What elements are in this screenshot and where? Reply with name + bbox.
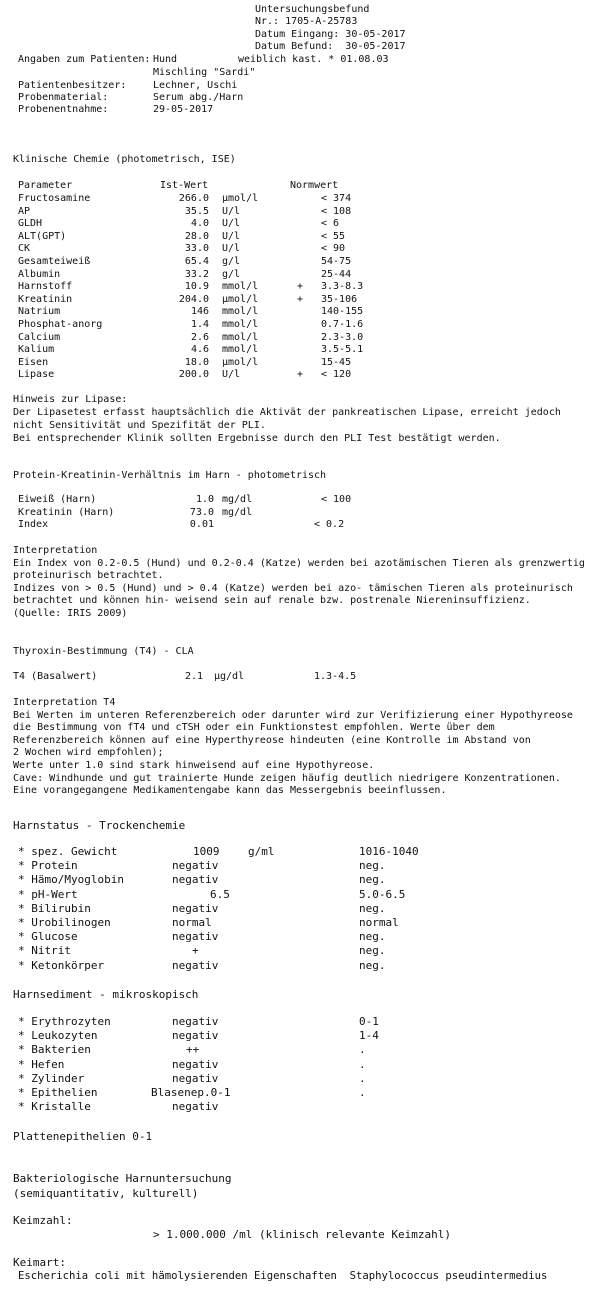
param-unit: mmol/l [222,281,259,293]
param-value: 1.4 [190,319,209,330]
param-name: AP [18,205,31,217]
param-name: * Zylinder [18,1071,85,1085]
pcr-title: Protein-Kreatinin-Verhältnis im Harn - photometrisch [13,470,327,481]
param-unit: mmol/l [222,344,259,356]
bakt-title: Bakteriologische Harnuntersuchung [13,1172,232,1185]
keimart-label: Keimart: [13,1256,66,1269]
param-value: 28.0 [184,230,209,242]
interpretation-line: Werte unter 1.0 sind stark hinweisend auf eine Hypothyreose. [13,760,375,771]
note-line: Bei entsprechender Klinik sollten Ergebnisse durch den PLI Test bestätigt werden. [13,433,501,444]
t4-value: 2.1 [185,671,204,682]
param-unit: U/l [222,243,241,255]
param-unit: mmol/l [222,319,259,330]
param-name: * Bakterien [18,1043,91,1057]
param-norm: < 100 [321,494,352,505]
param-value: 10.9 [184,281,209,293]
param-unit: U/l [222,369,241,381]
param-name: Albumin [18,268,61,280]
param-name: Eiweiß (Harn) [18,494,97,505]
param-value: Blasenep.0-1 [151,1086,231,1099]
interpretation-line: Referenzbereich können auf eine Hyperthyreose hindeuten (eine Kontrolle im Abstand von [13,734,531,746]
param-name: * Nitrit [18,944,71,958]
interpretation-line: die Bestimmung von fT4 und cTSH oder ein Funktionstest empfohlen. Werte über dem [13,722,495,734]
param-norm: neg. [359,944,386,958]
param-flag: + [297,293,304,305]
param-norm: 0.7-1.6 [321,319,364,330]
owner-name: Lechner, Uschi [153,80,238,91]
param-value: 0.01 [189,519,214,530]
param-name: CK [18,243,31,255]
param-name: * Protein [18,859,78,873]
param-value: 33.2 [184,268,209,280]
param-value: 73.0 [189,507,214,518]
param-norm: 0-1 [359,1015,379,1028]
material-value: Serum abg./Harn [153,92,244,103]
param-unit: mg/dl [222,507,253,518]
bakt-subtitle: (semiquantitativ, kulturell) [13,1187,199,1200]
param-name: Kreatinin [18,293,73,305]
sediment-extra: Plattenepithelien 0-1 [13,1130,153,1143]
param-norm: 54-75 [321,256,352,267]
harnstatus-title: Harnstatus - Trockenchemie [13,819,186,832]
param-name: * Erythrozyten [18,1015,111,1028]
param-name: * spez. Gewicht [18,845,118,858]
param-norm: neg. [359,958,386,972]
param-norm: neg. [359,930,386,944]
param-name: * Glucose [18,930,78,944]
param-value: negativ [172,958,219,972]
param-norm: . [359,1057,366,1071]
t4-unit: µg/dl [214,671,245,682]
param-name: * Leukozyten [18,1029,98,1043]
param-unit: µmol/l [222,193,259,204]
param-norm: < 374 [321,193,352,204]
param-value: ++ [186,1043,200,1057]
param-value: negativ [172,1029,219,1043]
chem-head-value: Ist-Wert [160,180,209,191]
param-name: GLDH [18,218,43,230]
param-norm: 1016-1040 [359,845,419,858]
param-norm: neg. [359,901,386,915]
interpretation-line: Interpretation [13,545,98,556]
param-value: negativ [172,930,219,944]
param-value: 2.6 [190,331,209,343]
param-value: 200.0 [178,369,209,381]
param-name: * Ketonkörper [18,958,105,972]
note-line: nicht Sensitivität und Spezifität der PLI. [13,420,266,431]
param-name: Fructosamine [18,193,91,204]
param-value: 4.6 [190,344,209,356]
param-norm: 15-45 [321,356,352,368]
param-norm: 5.0-6.5 [359,887,406,901]
param-norm: < 108 [321,205,352,217]
keimart-value: Escherichia coli mit hämolysierenden Eigenschaften Staphylococcus pseudintermedius [18,1270,548,1282]
interpretation-line: proteinurisch betrachtet. [13,570,164,582]
interpretation-line: Ein Index von 0.2-0.5 (Hund) und 0.2-0.4 (Katze) werden bei azotämischen Tieren als grenzwertig [13,557,585,569]
param-flag: + [297,281,304,293]
param-unit: µmol/l [222,293,259,305]
param-norm: < 55 [321,230,346,242]
param-unit: mg/dl [222,494,253,505]
param-unit: U/l [222,205,241,217]
owner-label: Patientenbesitzer: [18,80,127,91]
t4-norm: 1.3-4.5 [314,671,357,682]
t4-name: T4 (Basalwert) [13,671,98,682]
note-line: Der Lipasetest erfasst hauptsächlich die Aktivät der pankreatischen Lipase, erreicht jedoch [13,407,561,418]
param-value: negativ [172,1015,219,1028]
interpretation-line: betrachtet und können hin- weisend sein auf renale bzw. postrenale Niereninsuffizienz. [13,595,531,607]
report-number: Nr.: 1705-A-25783 [255,16,358,27]
sample-date-label: Probenentnahme: [18,104,109,115]
param-norm: 2.3-3.0 [321,331,364,343]
param-name: Eisen [18,356,49,368]
param-value: negativ [172,1100,219,1114]
param-value: 204.0 [178,293,209,305]
patient-label: Angaben zum Patienten: [18,54,151,65]
param-name: * Kristalle [18,1100,91,1114]
param-norm: . [359,1071,366,1085]
param-value: normal [172,916,212,929]
param-value: 1009 [193,845,220,858]
param-norm: neg. [359,859,386,873]
param-norm: neg. [359,873,386,887]
param-name: Natrium [18,306,61,318]
param-value: negativ [172,901,219,915]
chem-head-param: Parameter [18,180,73,191]
param-value: negativ [172,1057,219,1071]
param-unit: g/ml [248,845,275,858]
param-norm: . [359,1043,366,1057]
param-unit: g/l [222,256,241,267]
date-received: Datum Eingang: 30-05-2017 [255,29,406,40]
param-name: Kreatinin (Harn) [18,507,115,518]
param-name: Phosphat-anorg [18,319,103,330]
param-value: 33.0 [184,243,209,255]
param-name: * Hefen [18,1057,65,1071]
param-name: Kalium [18,344,55,356]
interpretation-line: 2 Wochen wird empfohlen); [13,747,164,759]
param-name: ALT(GPT) [18,230,67,242]
param-norm: 140-155 [321,306,364,318]
param-value: 146 [190,306,209,318]
note-line: Hinweis zur Lipase: [13,394,128,405]
param-name: * Epithelien [18,1086,98,1099]
param-norm: 3.5-5.1 [321,344,364,356]
param-name: * pH-Wert [18,887,78,901]
chem-head-norm: Normwert [290,180,339,191]
param-unit: U/l [222,230,241,242]
param-norm: 1-4 [359,1029,379,1043]
param-name: * Hämo/Myoglobin [18,873,124,887]
patient-species: Hund [153,54,178,65]
param-unit: U/l [222,218,241,230]
param-value: negativ [172,873,219,887]
param-norm: < 6 [321,218,340,230]
date-result: Datum Befund: 30-05-2017 [255,41,406,52]
param-value: 1.0 [195,494,214,505]
param-flag: + [297,369,304,381]
patient-name: Mischling "Sardi" [153,67,256,78]
interpretation-line: Indizes von > 0.5 (Hund) und > 0.4 (Katze) werden bei azo- tämischen Tieren als proteinurisch [13,582,573,594]
param-norm: < 120 [321,369,352,381]
param-value: 266.0 [178,193,209,204]
param-value: 18.0 [184,356,209,368]
material-label: Probenmaterial: [18,92,109,103]
param-norm: 3.3-8.3 [321,281,364,293]
sediment-title: Harnsediment - mikroskopisch [13,988,199,1001]
patient-sex-birth: weiblich kast. * 01.08.03 [238,54,389,65]
param-name: * Urobilinogen [18,916,111,929]
keimzahl-value: > 1.000.000 /ml (klinisch relevante Keimzahl) [153,1228,452,1241]
param-name: Gesamteiweiß [18,256,91,267]
param-name: Index [18,519,49,530]
param-norm: normal [359,916,399,929]
param-value: negativ [172,859,219,873]
param-unit: µmol/l [222,356,259,368]
param-value: 4.0 [190,218,209,230]
param-norm: 25-44 [321,268,352,280]
interpretation-line: Interpretation T4 [13,697,116,708]
t4-title: Thyroxin-Bestimmung (T4) - CLA [13,646,194,657]
chem-title: Klinische Chemie (photometrisch, ISE) [13,154,236,165]
param-value: 6.5 [210,887,230,901]
param-norm: < 0.2 [314,519,345,530]
sample-date-value: 29-05-2017 [153,104,214,115]
param-unit: mmol/l [222,331,259,343]
param-value: 65.4 [184,256,209,267]
interpretation-line: Cave: Windhunde und gut trainierte Hunde zeigen häufig deutlich niedrigere Konzentrationen. [13,772,561,784]
interpretation-line: (Quelle: IRIS 2009) [13,608,128,619]
interpretation-line: Eine vorangegangene Medikamentengabe kann das Messergebnis beeinflussen. [13,785,447,797]
param-name: Calcium [18,331,61,343]
param-norm: < 90 [321,243,346,255]
param-name: Harnstoff [18,281,73,293]
interpretation-line: Bei Werten im unteren Referenzbereich oder darunter wird zur Verifizierung einer Hypothyreose [13,709,573,721]
param-value: negativ [172,1071,219,1085]
report-title: Untersuchungsbefund [255,4,370,15]
param-norm: . [359,1086,366,1099]
param-value: + [192,944,199,958]
param-norm: 35-106 [321,293,358,305]
param-name: * Bilirubin [18,901,91,915]
param-value: 35.5 [184,205,209,217]
keimzahl-label: Keimzahl: [13,1214,73,1227]
param-unit: g/l [222,268,241,280]
param-unit: mmol/l [222,306,259,318]
param-name: Lipase [18,369,55,381]
